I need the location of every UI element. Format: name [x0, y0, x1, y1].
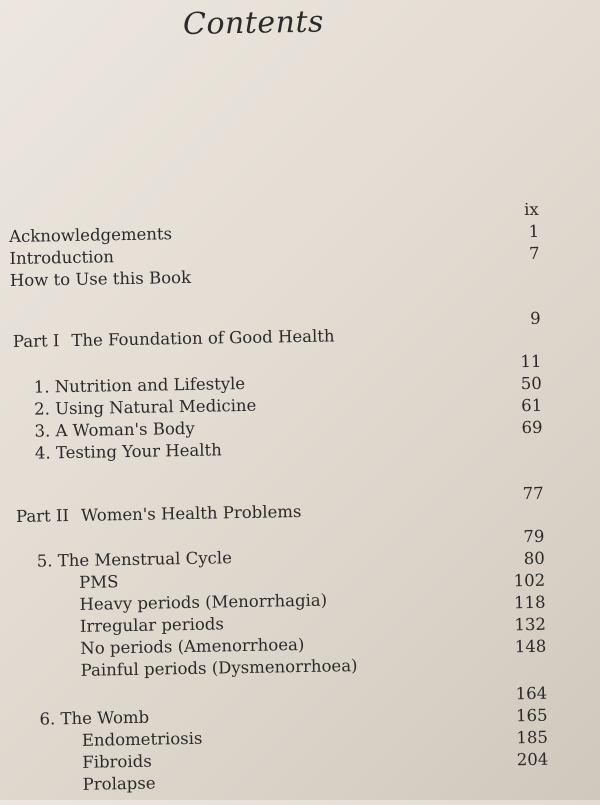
toc-page-chapter-3: 61 [520, 395, 543, 416]
toc-page-pms: 80 [523, 548, 545, 569]
toc-page-prolapse: 204 [516, 749, 549, 770]
toc-part-2 [16, 502, 302, 526]
part-title: Women's Health Problems [80, 501, 302, 525]
toc-page-part-1: 9 [529, 308, 541, 328]
toc-chapter-3: 3. A Woman's Body [34, 418, 195, 441]
toc-page-chapter-5: 79 [523, 526, 545, 547]
page-title: Contents [182, 4, 325, 42]
toc-page-introduction: 1 [528, 221, 540, 241]
toc-chapter-1: 1. Nutrition and Lifestyle [33, 373, 246, 397]
toc-page-acknowledgements: ix [523, 199, 539, 220]
toc-section-fibroids: Fibroids [82, 751, 152, 772]
toc-page-irregular-periods: 118 [513, 592, 546, 613]
toc-section-endometriosis: Endometriosis [81, 728, 203, 750]
toc-section-heavy-periods: Heavy periods (Menorrhagia) [79, 590, 328, 614]
toc-page-painful-periods: 148 [514, 636, 547, 657]
toc-entry-introduction: Introduction [9, 247, 115, 269]
toc-section-pms: PMS [78, 572, 119, 592]
toc-chapter-5: 5. The Menstrual Cycle [36, 548, 233, 571]
toc-part-1 [13, 326, 335, 351]
toc-page-chapter-4: 69 [521, 417, 543, 438]
toc-page-fibroids: 185 [516, 727, 549, 748]
toc-section-prolapse: Prolapse [82, 773, 156, 794]
toc-page-chapter-6: 164 [515, 683, 548, 704]
toc-section-irregular-periods: Irregular periods [79, 614, 225, 636]
toc-page-heavy-periods: 102 [513, 570, 546, 591]
toc-section-painful-periods: Painful periods (Dysmenorrhoea) [80, 656, 358, 680]
toc-page-endometriosis: 165 [515, 705, 548, 726]
part-label: Part I [12, 331, 60, 351]
toc-page-chapter-2: 50 [520, 373, 542, 394]
toc-chapter-6: 6. The Womb [39, 707, 150, 729]
toc-chapter-4: 4. Testing Your Health [34, 440, 222, 463]
part-label: Part II [15, 506, 70, 526]
part-title: The Foundation of Good Health [71, 326, 335, 350]
toc-section-no-periods: No periods (Amenorrhoea) [80, 634, 305, 658]
toc-chapter-2: 2. Using Natural Medicine [33, 395, 257, 419]
toc-entry-acknowledgements: Acknowledgements [8, 224, 173, 247]
toc-entry-how-to-use: How to Use this Book [9, 267, 192, 291]
toc-page-part-2: 77 [522, 483, 544, 504]
toc-page-chapter-1: 11 [520, 351, 542, 372]
toc-page-how-to-use: 7 [528, 243, 540, 263]
toc-page-no-periods: 132 [514, 614, 547, 635]
